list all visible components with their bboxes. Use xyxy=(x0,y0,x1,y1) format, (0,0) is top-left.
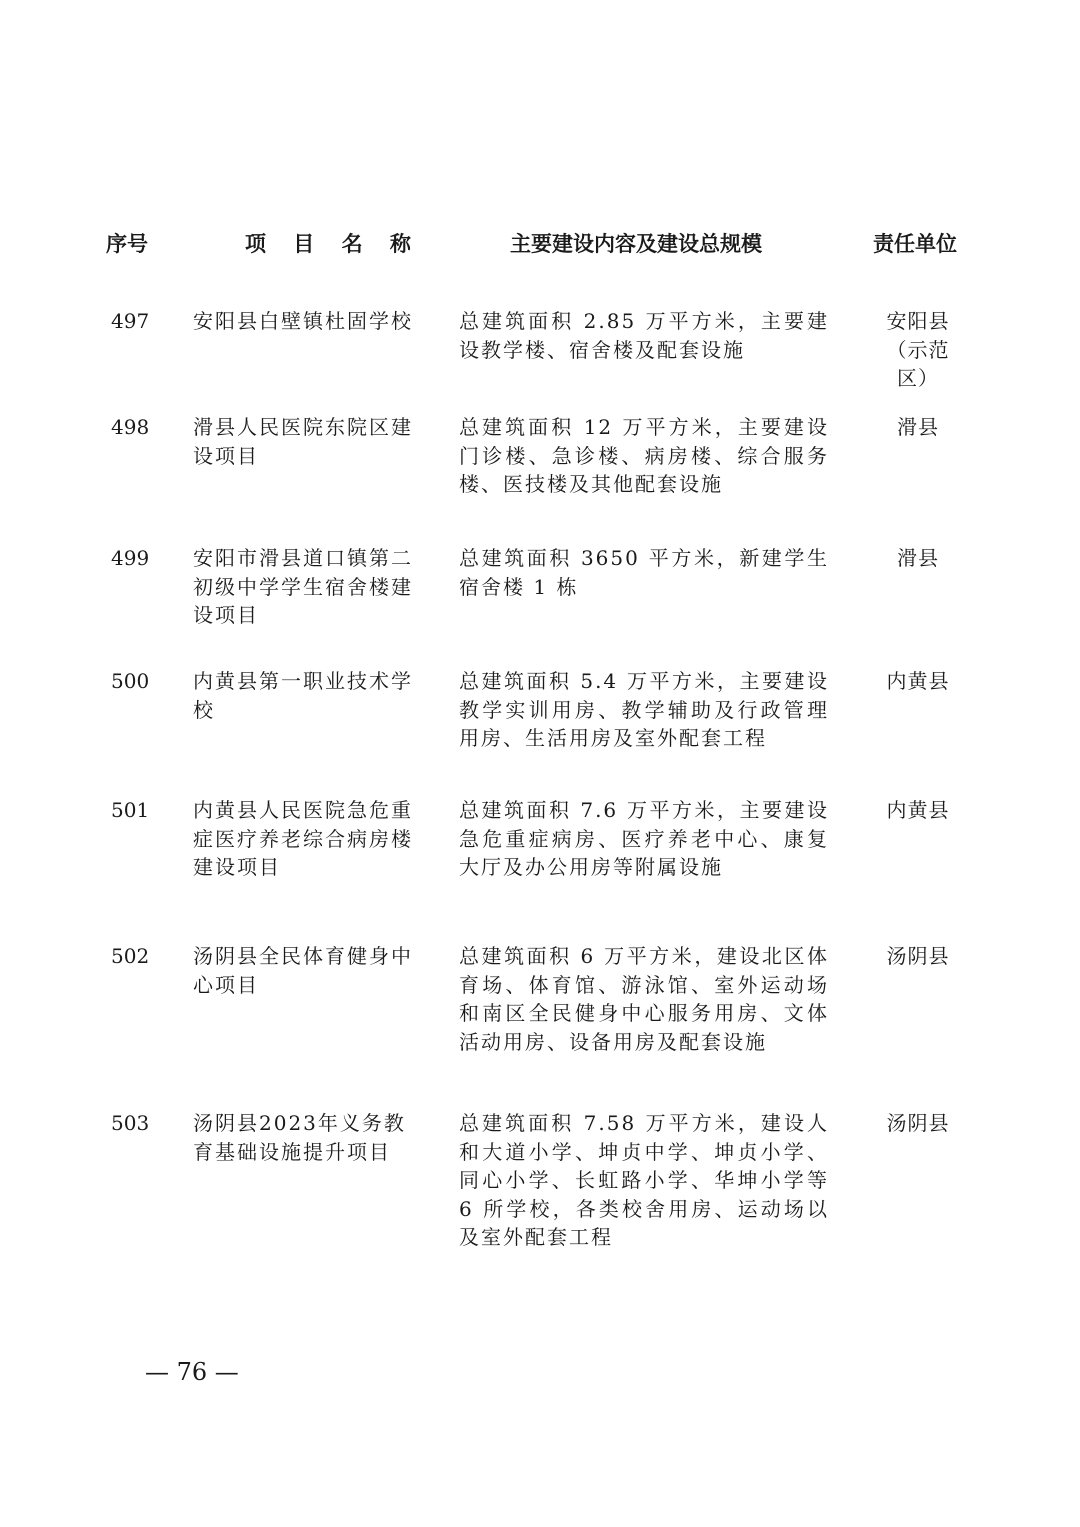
row-seq: 497 xyxy=(111,309,150,333)
row-unit: 滑县 xyxy=(897,415,939,439)
row-content: 总建筑面积 5.4 万平方米，主要建设教学实训用房、教学辅助及行政管理用房、生活用房及室外配套工程 xyxy=(459,669,829,750)
header-seq: 序号 xyxy=(106,232,148,256)
header-content: 主要建设内容及建设总规模 xyxy=(510,232,762,256)
row-seq: 500 xyxy=(111,669,150,693)
row-project-name: 内黄县人民医院急危重症医疗养老综合病房楼建设项目 xyxy=(193,798,413,879)
row-project-name: 汤阴县全民体育健身中心项目 xyxy=(193,944,413,997)
row-content: 总建筑面积 2.85 万平方米，主要建设教学楼、宿舍楼及配套设施 xyxy=(459,309,829,362)
row-seq: 499 xyxy=(111,546,150,570)
row-content: 总建筑面积 12 万平方米，主要建设门诊楼、急诊楼、病房楼、综合服务楼、医技楼及其他配套设施 xyxy=(459,415,829,496)
row-content: 总建筑面积 3650 平方米，新建学生宿舍楼 1 栋 xyxy=(459,546,829,599)
page-number: — 76 — xyxy=(145,1358,239,1386)
header-unit: 责任单位 xyxy=(873,232,957,256)
row-seq: 502 xyxy=(111,944,150,968)
row-unit: 汤阴县 xyxy=(886,944,950,968)
row-seq: 501 xyxy=(111,798,150,822)
row-seq: 498 xyxy=(111,415,150,439)
row-unit: 内黄县 xyxy=(886,798,950,822)
row-content: 总建筑面积 6 万平方米，建设北区体育场、体育馆、游泳馆、室外运动场和南区全民健身中心服务用房、文体活动用房、设备用房及配套设施 xyxy=(459,944,829,1054)
row-unit: 汤阴县 xyxy=(886,1111,950,1135)
row-unit: 内黄县 xyxy=(886,669,950,693)
row-unit: 安阳县（示范区） xyxy=(886,309,950,390)
row-project-name: 内黄县第一职业技术学校 xyxy=(193,669,413,722)
row-content: 总建筑面积 7.58 万平方米，建设人和大道小学、坤贞中学、坤贞小学、同心小学、长虹路小学、华坤小学等 6 所学校，各类校舍用房、运动场以及室外配套工程 xyxy=(459,1111,829,1249)
row-project-name: 安阳县白壁镇杜固学校 xyxy=(193,309,413,333)
row-project-name: 汤阴县2023年义务教育基础设施提升项目 xyxy=(193,1111,406,1164)
row-content: 总建筑面积 7.6 万平方米，主要建设急危重症病房、医疗养老中心、康复大厅及办公用房等附属设施 xyxy=(459,798,829,879)
row-project-name: 滑县人民医院东院区建设项目 xyxy=(193,415,413,468)
header-project-name: 项 目 名 称 xyxy=(245,232,421,256)
row-seq: 503 xyxy=(111,1111,150,1135)
row-project-name: 安阳市滑县道口镇第二初级中学学生宿舍楼建设项目 xyxy=(193,546,413,627)
row-unit: 滑县 xyxy=(897,546,939,570)
